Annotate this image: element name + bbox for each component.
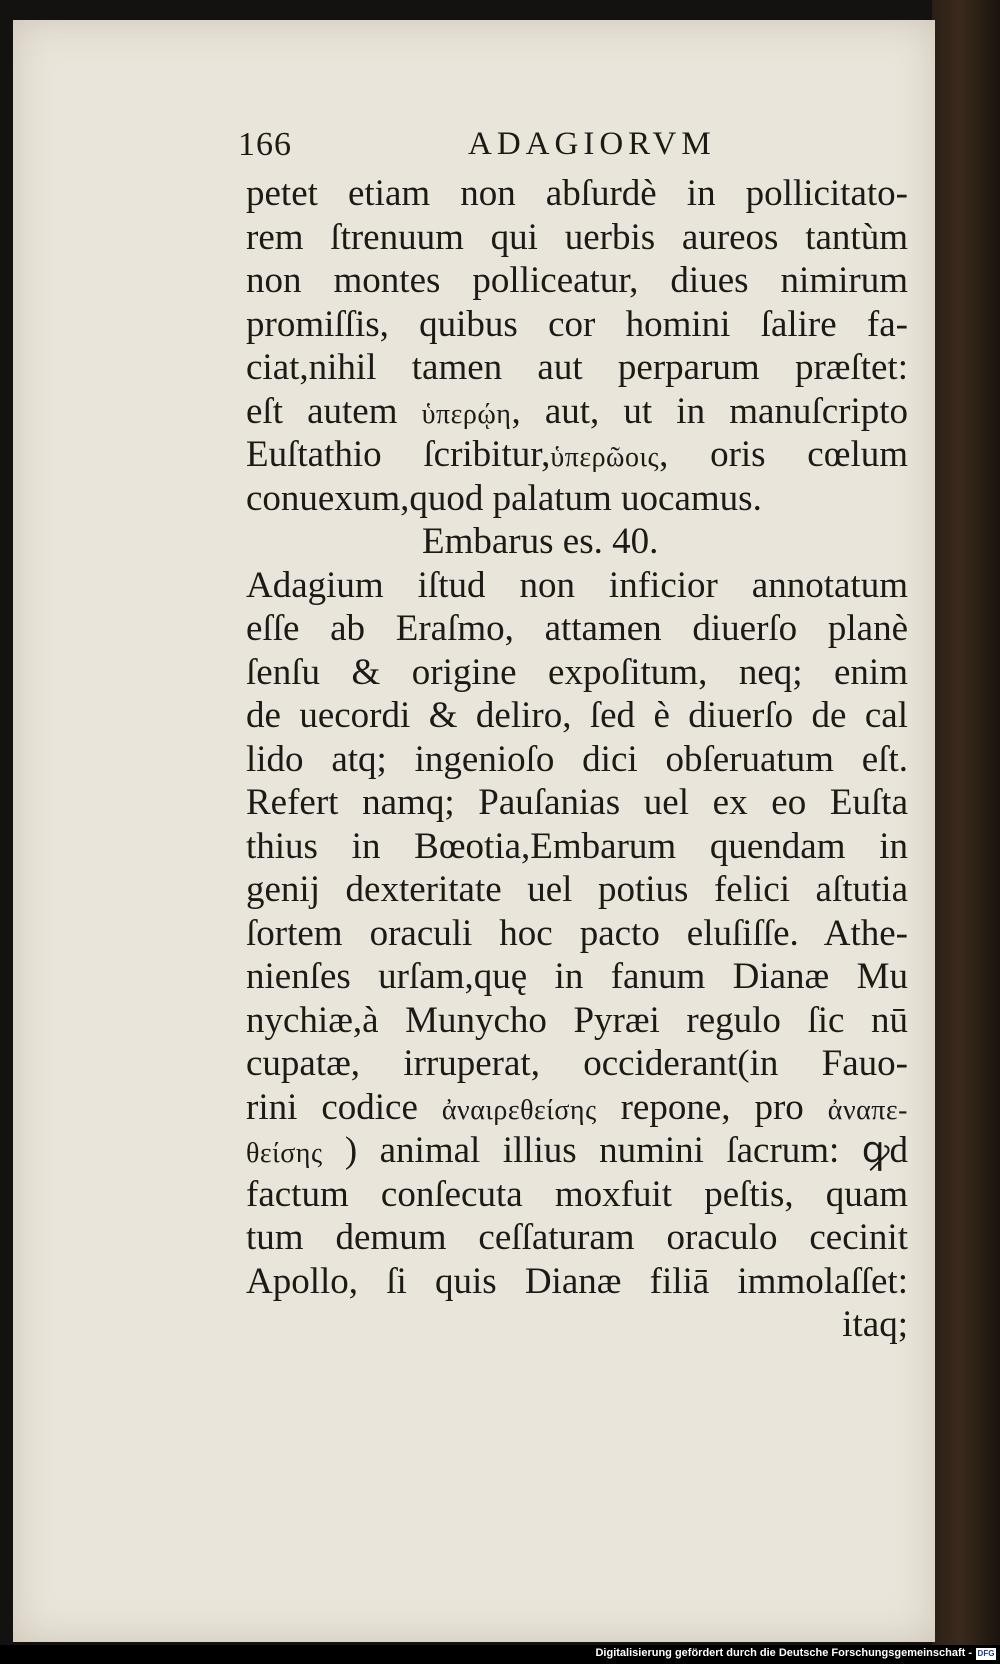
text-line: de uecordi & deliro, ſed è diuerſo de cal [246, 695, 908, 736]
dfg-logo: DFG [977, 1649, 995, 1658]
text-segment: ) animal illius numini ſacrum: ꝙd [322, 1130, 908, 1171]
text-segment: repone, pro [596, 1086, 828, 1128]
greek-word: ἀναιρεθείσης [441, 1094, 597, 1126]
text-segment: rini codice [246, 1086, 442, 1128]
text-segment: Euſtathio ſcribitur, [246, 434, 551, 475]
page-number: 166 [238, 126, 292, 163]
text-line: cupatæ, irruperat, occiderant(in Fauo- [246, 1043, 908, 1084]
text-line: promiſſis, quibus cor homini ſalire fa- [246, 303, 908, 345]
text-line: rem ſtrenuum qui uerbis aureos tantùm [246, 216, 908, 258]
text-line [246, 433, 908, 477]
text-segment: , oris cœlum [659, 434, 908, 475]
text-line: factum conſecuta moxfuit peſtis, quam [246, 1173, 908, 1215]
greek-word: ἀναπε- [827, 1094, 908, 1126]
text-line: nychiæ,à Munycho Pyræi regulo ſic nū [246, 999, 908, 1041]
text-line: tum demum ceſſaturam oraculo cecinit [246, 1217, 908, 1258]
text-line: conuexum,quod palatum uocamus. [246, 477, 762, 519]
text-line [246, 390, 908, 434]
text-line: nienſes urſam,quę in fanum Dianæ Mu [246, 956, 908, 997]
text-line: lido atq; ingenioſo dici obſeruatum eſt. [246, 738, 908, 780]
text-line: thius in Bœotia,Embarum quendam in [246, 825, 908, 867]
text-block [246, 172, 908, 1347]
book-edge [932, 0, 1000, 1645]
running-head: ADAGIORVM [468, 126, 716, 162]
text-line: petet etiam non abſurdè in pollicitato- [246, 173, 908, 214]
text-line: non montes polliceatur, diues nimirum [246, 260, 908, 301]
text-line: Apollo, ſi quis Dianæ filiā immolaſſet: [246, 1260, 908, 1302]
text-line: genij dexteritate uel potius felici aſtutia [246, 869, 908, 910]
catchword: itaq; [842, 1304, 908, 1345]
page-header [238, 126, 898, 176]
funding-credit: Digitalisierung gefördert durch die Deutsche Forschungsgemeinschaft - [595, 1647, 972, 1659]
text-line: Adagium iſtud non inficior annotatum [246, 564, 908, 606]
text-segment: , aut, ut in manuſcripto [511, 390, 908, 432]
adage-heading: Embarus es. 40. [422, 521, 659, 562]
text-line: Refert namq; Pauſanias uel ex eo Euſta [246, 782, 908, 823]
greek-word: θείσης [246, 1138, 323, 1169]
text-line: eſſe ab Eraſmo, attamen diuerſo planè [246, 608, 908, 649]
text-line [246, 1086, 908, 1130]
text-line: ciat,nihil tamen aut perparum præſtet: [246, 347, 908, 388]
text-line: ſenſu & origine expoſitum, neq; enim [246, 651, 908, 693]
text-line [246, 1129, 908, 1173]
text-line: ſortem oraculi hoc pacto eluſiſſe. Athe- [246, 912, 908, 954]
greek-word: ὑπερῶοις [550, 442, 660, 473]
greek-word: ὑπερῴη [421, 398, 512, 430]
text-segment: eſt autem [246, 390, 422, 432]
footer-bar [0, 1645, 1000, 1664]
